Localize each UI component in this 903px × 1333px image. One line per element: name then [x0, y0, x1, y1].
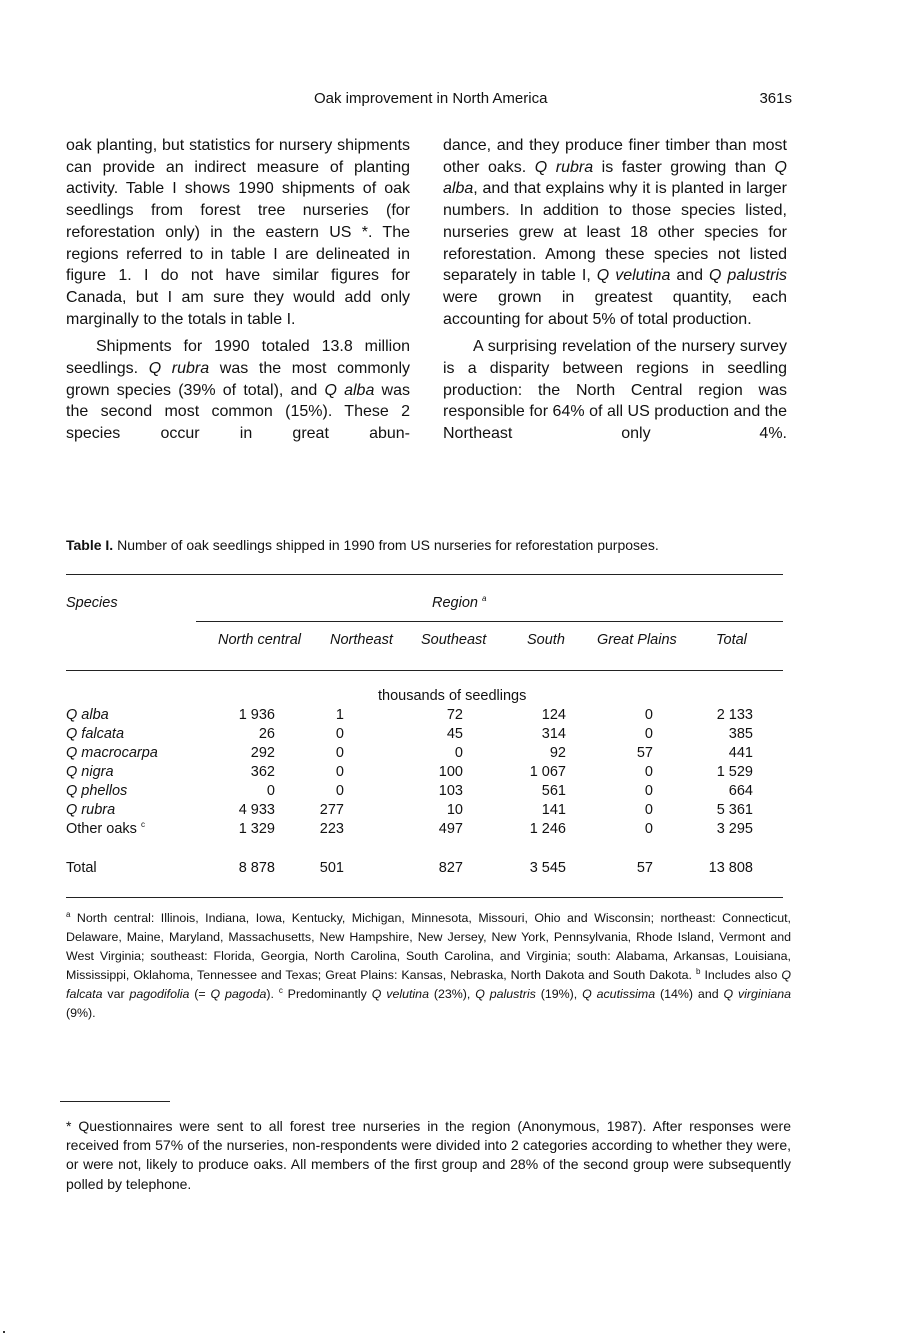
col-header-great-plains: Great Plains	[597, 632, 677, 648]
value-cell: 1	[335, 707, 344, 723]
caption-text: Number of oak seedlings shipped in 1990 from US nurseries for reforestation purposes.	[113, 537, 659, 553]
value-cell: 141	[541, 802, 566, 818]
species-name: Q rubra	[534, 158, 594, 176]
species-name: Q falcata	[66, 968, 791, 1001]
region-header	[432, 595, 486, 611]
species-name: Q rubra	[66, 802, 116, 818]
value-cell: 1 936	[238, 707, 275, 723]
footnote-text: North central: Illinois, Indiana, Iowa, Kentucky, Michigan, Minnesota, Missouri, Ohio and Wisconsin; northeast: Connecticut, Delaware, Maine, Maryland, Massachusetts, New Hampshire, New Jersey, New York, Pennsylvania, Rhode Island, Vermont and West Virginia; southeast: Florida, Georgia, North Carolina, South Carolina, and Virginia; south: Alabama, Arkansas, Louisiana, Mississippi, Oklahoma, Tennessee and Texas; Great Plains: Kansas, Nebraska, North Dakota and South Dakota.	[66, 911, 791, 982]
value-cell: 561	[541, 783, 566, 799]
value-cell: 0	[644, 726, 653, 742]
text: is faster growing than	[593, 158, 775, 176]
paragraph	[66, 135, 410, 330]
species-cell	[66, 707, 109, 723]
value-cell: 92	[549, 745, 566, 761]
species-name: Q acutissima	[582, 987, 656, 1001]
paragraph	[443, 135, 787, 330]
species-cell	[66, 802, 115, 818]
text: was the most commonly grown species (39% of total), and	[66, 360, 411, 399]
col-header-north-central: North central	[218, 632, 302, 648]
footnote-text: Includes also	[700, 968, 782, 982]
value-cell: 0	[266, 783, 275, 799]
species-name: Q falcata	[66, 726, 125, 742]
text: Shipments for 1990 totaled 13.8 million seedlings.	[66, 338, 410, 378]
species-name: Q alba	[66, 707, 109, 723]
footnote-marker: a	[66, 909, 71, 919]
region-label: Region	[432, 595, 478, 611]
value-cell: 497	[438, 821, 463, 837]
page-number: 361s	[759, 90, 792, 107]
footnote-text: (9%).	[66, 1006, 96, 1020]
species-name: Q nigra	[66, 764, 114, 780]
value-cell: 8 878	[238, 860, 275, 876]
value-cell: 277	[319, 802, 344, 818]
species-name: Q alba	[443, 158, 787, 198]
value-cell: 3 545	[529, 860, 566, 876]
value-cell: 124	[541, 707, 566, 723]
value-cell: 385	[728, 726, 753, 742]
value-cell: 0	[335, 745, 344, 761]
species-cell	[66, 860, 97, 876]
value-cell: 26	[258, 726, 275, 742]
value-cell: 827	[438, 860, 463, 876]
species-name: Q palustris	[709, 267, 787, 285]
text: and	[670, 267, 709, 285]
footnote-text: (23%),	[428, 987, 476, 1001]
value-cell: 1 529	[716, 764, 753, 780]
footnote-marker: c	[140, 820, 145, 830]
species-name: Q pagoda	[210, 987, 267, 1001]
header-bottom-rule	[66, 670, 783, 671]
species-name: pagodifolia	[129, 987, 190, 1001]
value-cell: 1 246	[529, 821, 566, 837]
footnote-text: (14%) and	[655, 987, 724, 1001]
table-caption	[66, 537, 659, 553]
species-cell	[66, 745, 158, 761]
value-cell: 314	[541, 726, 566, 742]
value-cell: 0	[644, 707, 653, 723]
species-cell	[66, 783, 127, 799]
value-cell: 57	[636, 745, 653, 761]
footnote-marker: a	[481, 594, 487, 604]
value-cell: 0	[644, 802, 653, 818]
value-cell: 2 133	[716, 707, 753, 723]
species-name: Q velutina	[371, 987, 429, 1001]
col-header-south: South	[527, 632, 565, 648]
species-header: Species	[66, 595, 118, 611]
species-name: Q phellos	[66, 783, 128, 799]
value-cell: 0	[454, 745, 463, 761]
text: dance, and they produce finer timber than most other oaks.	[443, 137, 787, 176]
page-footnote: * Questionnaires were sent to all forest tree nurseries in the region (Anonymous, 1987). After responses were received from 57% of the nurseries, non-respondents were divided into 2 categories according to whether they were, or were not, likely to produce oaks. All members of the first group and 28% of the second group were subsequently polled by telephone.	[66, 1118, 791, 1192]
table-top-rule	[66, 574, 783, 575]
species-name: Q virginiana	[723, 987, 792, 1001]
value-cell: 57	[636, 860, 653, 876]
value-cell: 5 361	[716, 802, 753, 818]
footnote-text: Predominantly	[282, 987, 372, 1001]
units-label: thousands of seedlings	[378, 688, 527, 704]
species-cell	[66, 821, 145, 837]
text: were grown in greatest quantity, each accounting for about 5% of total production.	[443, 288, 787, 328]
text: , and that explains why it is planted in larger numbers. In addition to those species listed, nurseries grew at least 18 other species for reforestation. Among these species not listed separately in table I,	[443, 180, 787, 285]
right-column	[443, 135, 787, 445]
value-cell: 0	[644, 783, 653, 799]
species-cell	[66, 764, 114, 780]
running-head	[0, 90, 903, 110]
species-name: Q macrocarpa	[66, 745, 158, 761]
species-name: Q alba	[324, 381, 375, 399]
footnote-text: var	[102, 987, 130, 1001]
value-cell: 1 329	[238, 821, 275, 837]
running-title: Oak improvement in North America	[314, 90, 548, 107]
value-cell: 223	[319, 821, 344, 837]
col-header-total: Total	[716, 632, 747, 648]
paragraph	[66, 336, 410, 445]
region-rule	[196, 621, 783, 622]
species-name: Q velutina	[596, 267, 671, 285]
col-header-southeast: Southeast	[421, 632, 487, 648]
value-cell: 3 295	[716, 821, 753, 837]
value-cell: 13 808	[708, 860, 753, 876]
footnote-separator	[60, 1101, 170, 1102]
footnote-marker: c	[278, 985, 283, 995]
table-bottom-rule	[66, 897, 783, 898]
left-column	[66, 135, 410, 445]
col-header-northeast: Northeast	[330, 632, 393, 648]
footnote-text: (=	[189, 987, 211, 1001]
text: oak planting, but statistics for nursery shipments can provide an indirect measure of planting activity. Table I shows 1990 shipments of oak seedlings from forest tree nurseries (for reforestation only) in the eastern US *. The regions referred to in table I are delineated in figure 1. I do not have similar figures for Canada, but I am sure they would add only marginally to the totals in table I.	[66, 137, 410, 328]
value-cell: 103	[438, 783, 463, 799]
value-cell: 0	[335, 764, 344, 780]
value-cell: 292	[250, 745, 275, 761]
value-cell: 100	[438, 764, 463, 780]
value-cell: 664	[728, 783, 753, 799]
species-name: Q palustris	[475, 987, 536, 1001]
value-cell: 501	[319, 860, 344, 876]
text: A surprising revelation of the nursery survey is a disparity between regions in seedling production: the North Central region was responsible for 64% of all US production and the Northeast only 4%.	[443, 338, 787, 443]
footnote-marker: b	[696, 966, 701, 976]
value-cell: 1 067	[529, 764, 566, 780]
text: was the second most common (15%). These 2 species occur in great abun-	[66, 381, 411, 443]
table-label: Table I.	[66, 537, 114, 553]
value-cell: 441	[728, 745, 753, 761]
footnote-text: ).	[266, 987, 279, 1001]
value-cell: 0	[644, 821, 653, 837]
value-cell: 10	[446, 802, 463, 818]
table-footnotes	[66, 909, 791, 1023]
value-cell: 0	[335, 726, 344, 742]
value-cell: 4 933	[238, 802, 275, 818]
value-cell: 362	[250, 764, 275, 780]
total-label: Total	[66, 860, 97, 876]
paragraph	[443, 336, 787, 445]
value-cell: 0	[644, 764, 653, 780]
species-cell	[66, 726, 124, 742]
species-name: Q rubra	[148, 360, 210, 378]
value-cell: 72	[446, 707, 463, 723]
footnote-text: (19%),	[535, 987, 583, 1001]
species-name: Other oaks	[66, 821, 137, 837]
value-cell: 45	[446, 726, 463, 742]
value-cell: 0	[335, 783, 344, 799]
